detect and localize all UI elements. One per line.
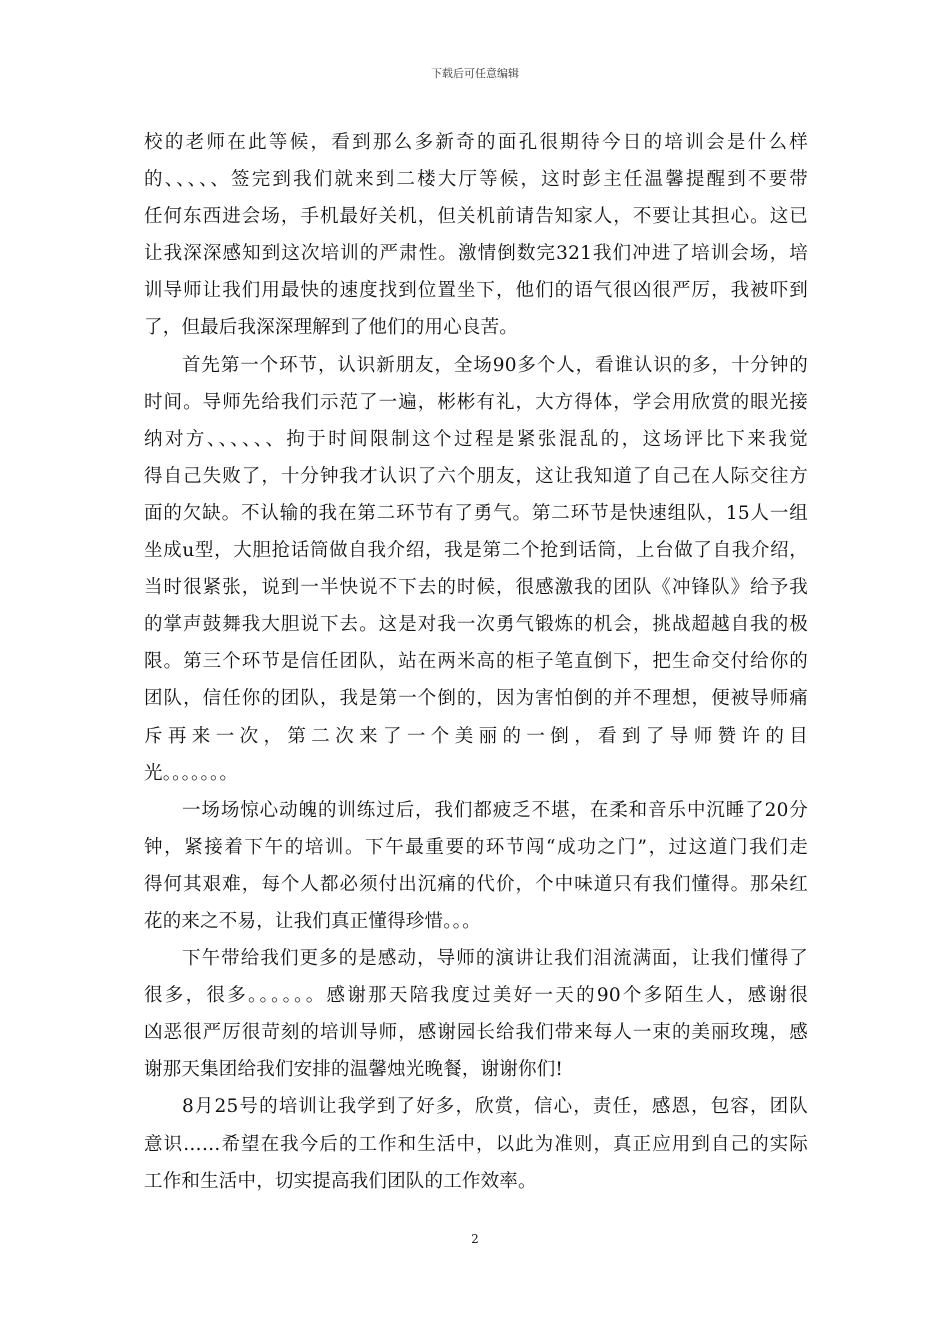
text-line: 纳对方、、、、、、拘于时间限制这个过程是紧张混乱的，这场评比下来我觉 xyxy=(144,428,808,450)
text-line: 团队，信任你的团队，我是第一个倒的，因为害怕倒的并不理想，便被导师痛 xyxy=(144,688,808,710)
text-line: 当时很紧张，说到一半快说不下去的时候，很感激我的团队《冲锋队》给予我 xyxy=(144,577,808,599)
text-line: 意识……希望在我今后的工作和生活中，以此为准则，真正应用到自己的实际 xyxy=(144,1133,808,1155)
text-line: 限。第三个环节是信任团队，站在两米高的柜子笔直倒下，把生命交付给你的 xyxy=(144,651,808,673)
text-line: 8月25号的培训让我学到了好多，欣赏，信心，责任，感恩，包容，团队 xyxy=(182,1096,808,1118)
text-line: 的掌声鼓舞我大胆说下去。这是对我一次勇气锻炼的机会，挑战超越自我的极 xyxy=(144,614,808,636)
text-line: 校的老师在此等候，看到那么多新奇的面孔很期待今日的培训会是什么样 xyxy=(144,132,808,153)
text-line: 一场场惊心动魄的训练过后，我们都疲乏不堪，在柔和音乐中沉睡了20分 xyxy=(182,799,808,821)
text-line: 让我深深感知到这次培训的严肃性。激情倒数完321我们冲进了培训会场，培 xyxy=(144,243,808,265)
text-line: 谢那天集团给我们安排的温馨烛光晚餐，谢谢你们! xyxy=(144,1059,564,1081)
page-number: 2 xyxy=(471,1232,479,1246)
text-line: 工作和生活中，切实提高我们团队的工作效率。 xyxy=(144,1170,537,1192)
text-line: 得自己失败了，十分钟我才认识了六个朋友，这让我知道了自己在人际交往方 xyxy=(144,465,808,487)
text-line: 光。。。。。。。 xyxy=(144,762,239,784)
text-line: 很多，很多。。。。。。感谢那天陪我度过美好一天的90个多陌生人，感谢很 xyxy=(144,985,808,1007)
document-body xyxy=(144,124,808,1200)
text-line: 凶恶很严厉很苛刻的培训导师，感谢园长给我们带来每人一束的美丽玫瑰，感 xyxy=(144,1022,808,1044)
text-line: 了，但最后我深深理解到了他们的用心良苦。 xyxy=(144,317,519,339)
text-line: 得何其艰难，每个人都必须付出沉痛的代价，个中味道只有我们懂得。那朵红 xyxy=(144,873,808,895)
text-line: 时间。导师先给我们示范了一遍，彬彬有礼，大方得体，学会用欣赏的眼光接 xyxy=(144,391,808,413)
text-line: 训导师让我们用最快的速度找到位置坐下，他们的语气很凶很严厉，我被吓到 xyxy=(144,280,808,302)
text-line: 钟，紧接着下午的培训。下午最重要的环节闯“成功之门”，过这道门我们走 xyxy=(144,836,808,858)
text-line: 花的来之不易，让我们真正懂得珍惜。。。 xyxy=(144,910,481,932)
text-line: 斥再来一次，第二次来了一个美丽的一倒，看到了导师赞许的目 xyxy=(144,725,808,747)
text-line: 首先第一个环节，认识新朋友，全场90多个人，看谁认识的多，十分钟的 xyxy=(182,354,808,376)
text-line: 任何东西进会场，手机最好关机，但关机前请告知家人，不要让其担心。这已 xyxy=(144,206,808,228)
text-line: 下午带给我们更多的是感动，导师的演讲让我们泪流满面，让我们懂得了 xyxy=(182,948,808,970)
text-line: 的、、、、、签完到我们就来到二楼大厅等候，这时彭主任温馨提醒到不要带 xyxy=(144,169,808,191)
text-line: 面的欠缺。不认输的我在第二环节有了勇气。第二环节是快速组队，15人一组 xyxy=(144,502,808,524)
page-header: 下载后可任意编辑 xyxy=(431,67,519,80)
text-line: 坐成u型，大胆抢话筒做自我介绍，我是第二个抢到话筒，上台做了自我介绍， xyxy=(144,540,808,562)
